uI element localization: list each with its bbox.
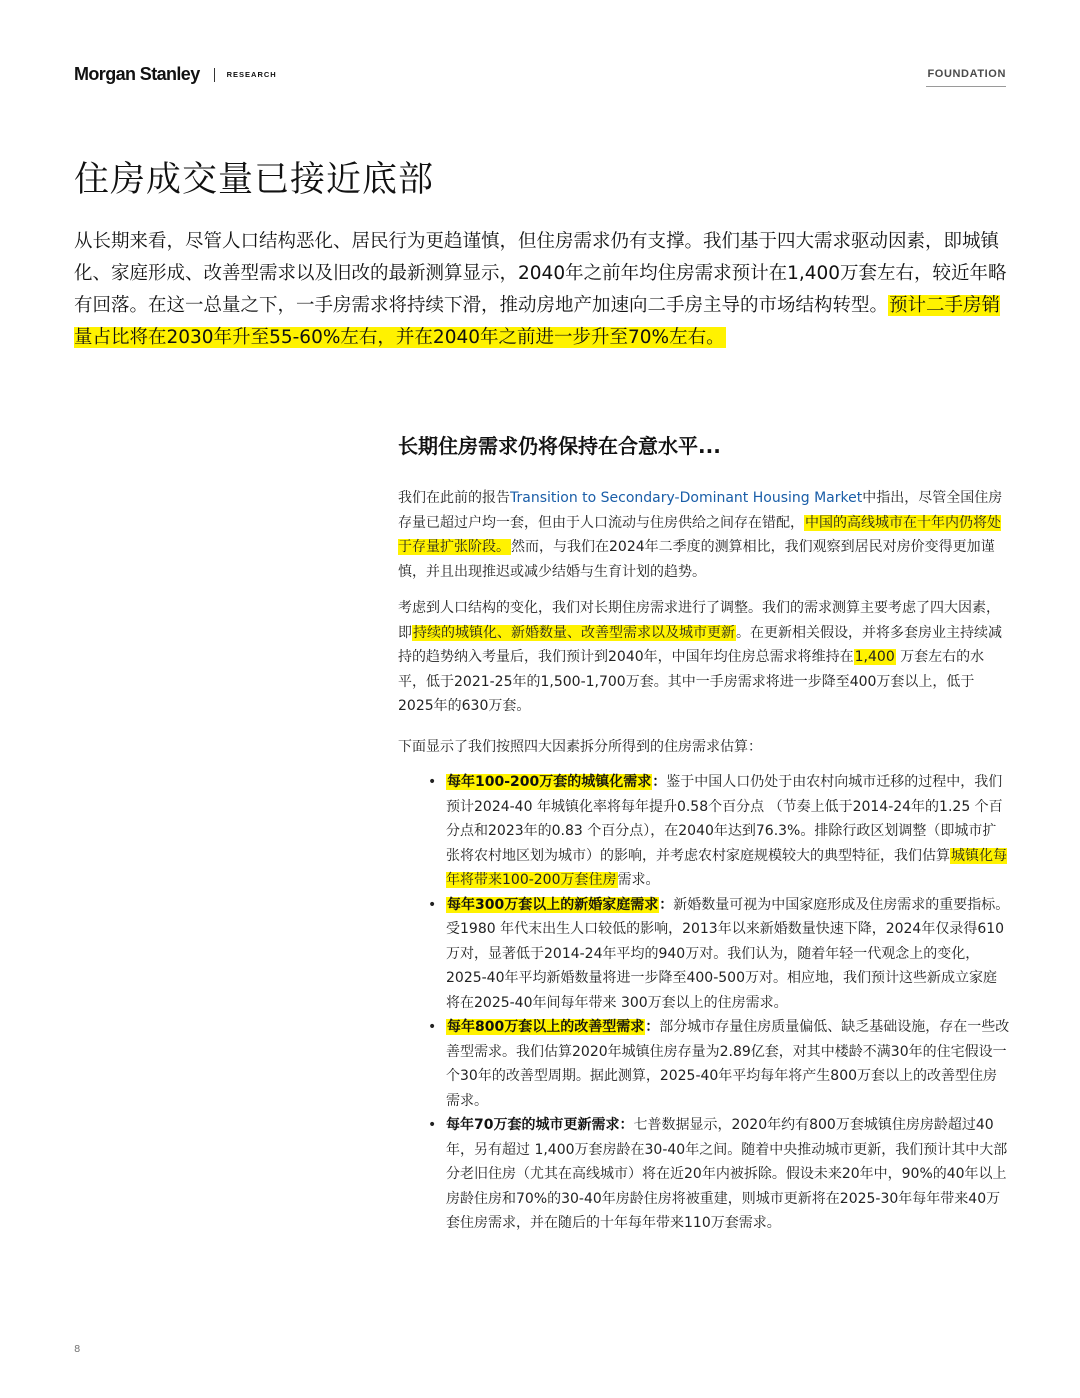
brand-divider [214, 68, 215, 82]
bullet-text: 鉴于中国人口仍处于由农村向城市迁移的过程中，我们预计2024-40 年城镇化率将每年提升0.58个百分点 （节奏上低于2014-24年的1.25 个百分点和2023年的0.83 个百分点），在2040年达到76.3%。排除行政区划调整（即城市扩张将农村地区划为城市）的影响，并考虑农村家庭规模较大的典型特征，我们估算 [446, 774, 1003, 864]
bullet-title: 每年100-200万套的城镇化需求 [447, 774, 652, 790]
list-item [398, 1015, 1010, 1113]
body-paragraph-2 [398, 596, 1010, 719]
page-title: 住房成交量已接近底部 [74, 160, 435, 200]
brand-lockup [74, 64, 277, 85]
para2-post: 万套左右的水平，低于2021-25年的1,500-1,700万套。其中一手房需求将进一步降至400万套以上，低于2025年的630万套。 [398, 649, 985, 714]
para1-post: 然而，与我们在2024年二季度的测算相比，我们观察到居民对房价变得更加谨慎，并且出现推迟或减少结婚与生育计划的趋势。 [398, 539, 995, 580]
bullet-text: 新婚数量可视为中国家庭形成及住房需求的重要指标。受1980 年代末出生人口较低的影响，2013年以来新婚数量快速下降，2024年仅录得610万对，显著低于2014-24年平均的940万对。我们认为，随着年轻一代观念上的变化，2025-40年平均新婚数量将进一步降至400-500万对。相应地，我们预计这些新成立家庭将在2025-40年间每年带来 300万套以上的住房需求。 [446, 896, 1010, 1011]
intro-highlight: 预计二手房销量占比将在2030年升至55-60%左右，并在2040年之前进一步升至70%左右。 [74, 295, 1001, 348]
para3-text: 下面显示了我们按照四大因素拆分所得到的住房需求估算： [398, 739, 762, 755]
bullet-separator: ： [652, 774, 667, 790]
bullet-title: 每年300万套以上的新婚家庭需求 [447, 896, 659, 913]
section-label-underline [926, 86, 1006, 87]
section-label: FOUNDATION [927, 68, 1006, 80]
body-paragraph-3 [398, 735, 1010, 760]
bullet-text-end: 需求。 [617, 872, 660, 888]
list-item [398, 893, 1010, 1016]
intro-text: 从长期来看，尽管人口结构恶化、居民行为更趋谨慎，但住房需求仍有支撑。我们基于四大需求驱动因素，即城镇化、家庭形成、改善型需求以及旧改的最新测算显示，2040年之前年均住房需求预计在1,400万套左右，较近年略有回落。在这一总量之下，一手房需求将持续下滑，推动房地产加速向二手房主导的市场结构转型。 [74, 231, 1007, 316]
list-item [398, 1113, 1010, 1236]
bullet-separator: ： [619, 1117, 634, 1133]
bullet-icon: • [428, 896, 437, 913]
body-paragraph-1 [398, 486, 1010, 584]
intro-paragraph [74, 226, 1008, 354]
para2-highlight-number: 1,400 [854, 649, 895, 665]
bullet-icon: • [428, 1019, 437, 1035]
bullet-icon: • [428, 774, 437, 790]
page-header [74, 64, 1006, 90]
bullet-highlight: 城镇化每年将带来100-200万套住房 [446, 847, 1007, 888]
section-heading: 长期住房需求仍将保持在合意水平... [398, 434, 721, 458]
bullet-text: 七普数据显示，2020年约有800万套城镇住房房龄超过40年，另有超过 1,400万套房龄在30-40年之间。随着中央推动城市更新，我们预计其中大部分老旧住房（尤其在高线城市）将在近20年内被拆除。假设未来20年中，90%的40年以上房龄住房和70%的30-40年房龄住房将被重建，则城市更新将在2025-30年每年带来40万套住房需求，并在随后的十年每年带来110万套需求。 [446, 1117, 1008, 1231]
bullet-separator: ： [659, 896, 674, 913]
list-item [398, 770, 1010, 893]
para1-pre: 我们在此前的报告 [398, 490, 510, 506]
brand-section-label: RESEARCH [226, 70, 277, 79]
para2-mid: 。在更新相关假设，并将多套房业主持续减持的趋势纳入考量后，我们预计到2040年，中国年均住房总需求将维持在 [398, 624, 1002, 665]
bullet-title: 每年70万套的城市更新需求 [446, 1117, 620, 1133]
bullet-icon: • [428, 1117, 437, 1133]
para1-highlight: 中国的高线城市在十年内仍将处于存量扩张阶段。 [398, 514, 1001, 555]
para2-highlight-factors: 持续的城镇化、新婚数量、改善型需求以及城市更新 [413, 624, 735, 641]
bullet-text: 部分城市存量住房质量偏低、缺乏基础设施，存在一些改善型需求。我们估算2020年城镇住房存量为2.89亿套，对其中楼龄不满30年的住宅假设一个30年的改善型周期。据此测算，2025-40年平均每年将产生800万套以上的改善型住房需求。 [446, 1019, 1010, 1109]
bullet-separator: ： [645, 1019, 660, 1035]
demand-factor-list [398, 770, 1010, 1236]
para1-mid: 中指出，尽管全国住房存量已超过户均一套，但由于人口流动与住房供给之间存在错配， [398, 490, 1003, 531]
page-number: 8 [74, 1344, 81, 1355]
bullet-title: 每年800万套以上的改善型需求 [447, 1019, 645, 1035]
report-link[interactable]: Transition to Secondary-Dominant Housing Market [510, 490, 863, 506]
brand-logo-text: Morgan Stanley [74, 64, 200, 84]
para2-pre: 考虑到人口结构的变化，我们对长期住房需求进行了调整。我们的需求测算主要考虑了四大因素，即 [398, 600, 1000, 641]
